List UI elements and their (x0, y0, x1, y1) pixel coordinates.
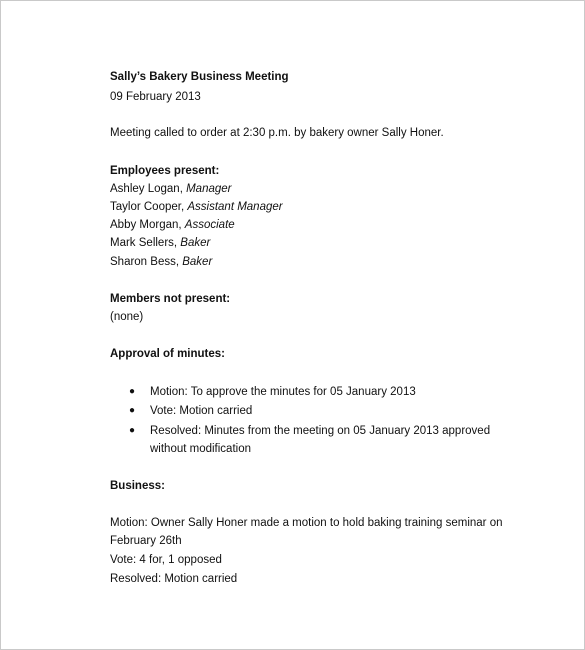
business-heading: Business: (110, 480, 165, 492)
employee-name: Mark Sellers, (110, 237, 181, 249)
approval-item-continued: without modification (150, 443, 251, 455)
meeting-intro: Meeting called to order at 2:30 p.m. by bakery owner Sally Honer. (110, 127, 444, 139)
meeting-date: 09 February 2013 (110, 91, 201, 103)
business-line: Vote: 4 for, 1 opposed (110, 554, 222, 566)
employee-name: Ashley Logan, (110, 183, 187, 195)
employee-entry (110, 199, 283, 215)
absent-heading: Members not present: (110, 293, 231, 305)
approval-heading: Approval of minutes: (110, 348, 226, 360)
document-title: Sally’s Bakery Business Meeting (110, 71, 289, 83)
bullet-icon: ● (129, 425, 136, 436)
employee-entry (110, 235, 210, 251)
approval-item: Resolved: Minutes from the meeting on 05 January 2013 approved (150, 425, 491, 437)
approval-item: Vote: Motion carried (150, 405, 253, 417)
absent-value: (none) (110, 311, 144, 323)
employee-role: Baker (180, 237, 211, 249)
employee-entry (110, 181, 231, 197)
employees-heading: Employees present: (110, 165, 220, 177)
employee-role: Manager (186, 183, 232, 195)
employee-role: Baker (182, 256, 213, 268)
bullet-icon: ● (129, 386, 136, 397)
employee-name: Taylor Cooper, (110, 201, 188, 213)
bullet-icon: ● (129, 405, 136, 416)
business-line: Resolved: Motion carried (110, 573, 238, 585)
approval-item: Motion: To approve the minutes for 05 January 2013 (150, 386, 416, 398)
employee-role: Assistant Manager (187, 201, 283, 213)
business-line: February 26th (110, 535, 182, 547)
employee-entry (110, 217, 235, 233)
employee-entry (110, 254, 212, 270)
employee-name: Sharon Bess, (110, 256, 183, 268)
business-line: Motion: Owner Sally Honer made a motion to hold baking training seminar on (110, 517, 503, 529)
employee-role: Associate (184, 219, 235, 231)
employee-name: Abby Morgan, (110, 219, 185, 231)
